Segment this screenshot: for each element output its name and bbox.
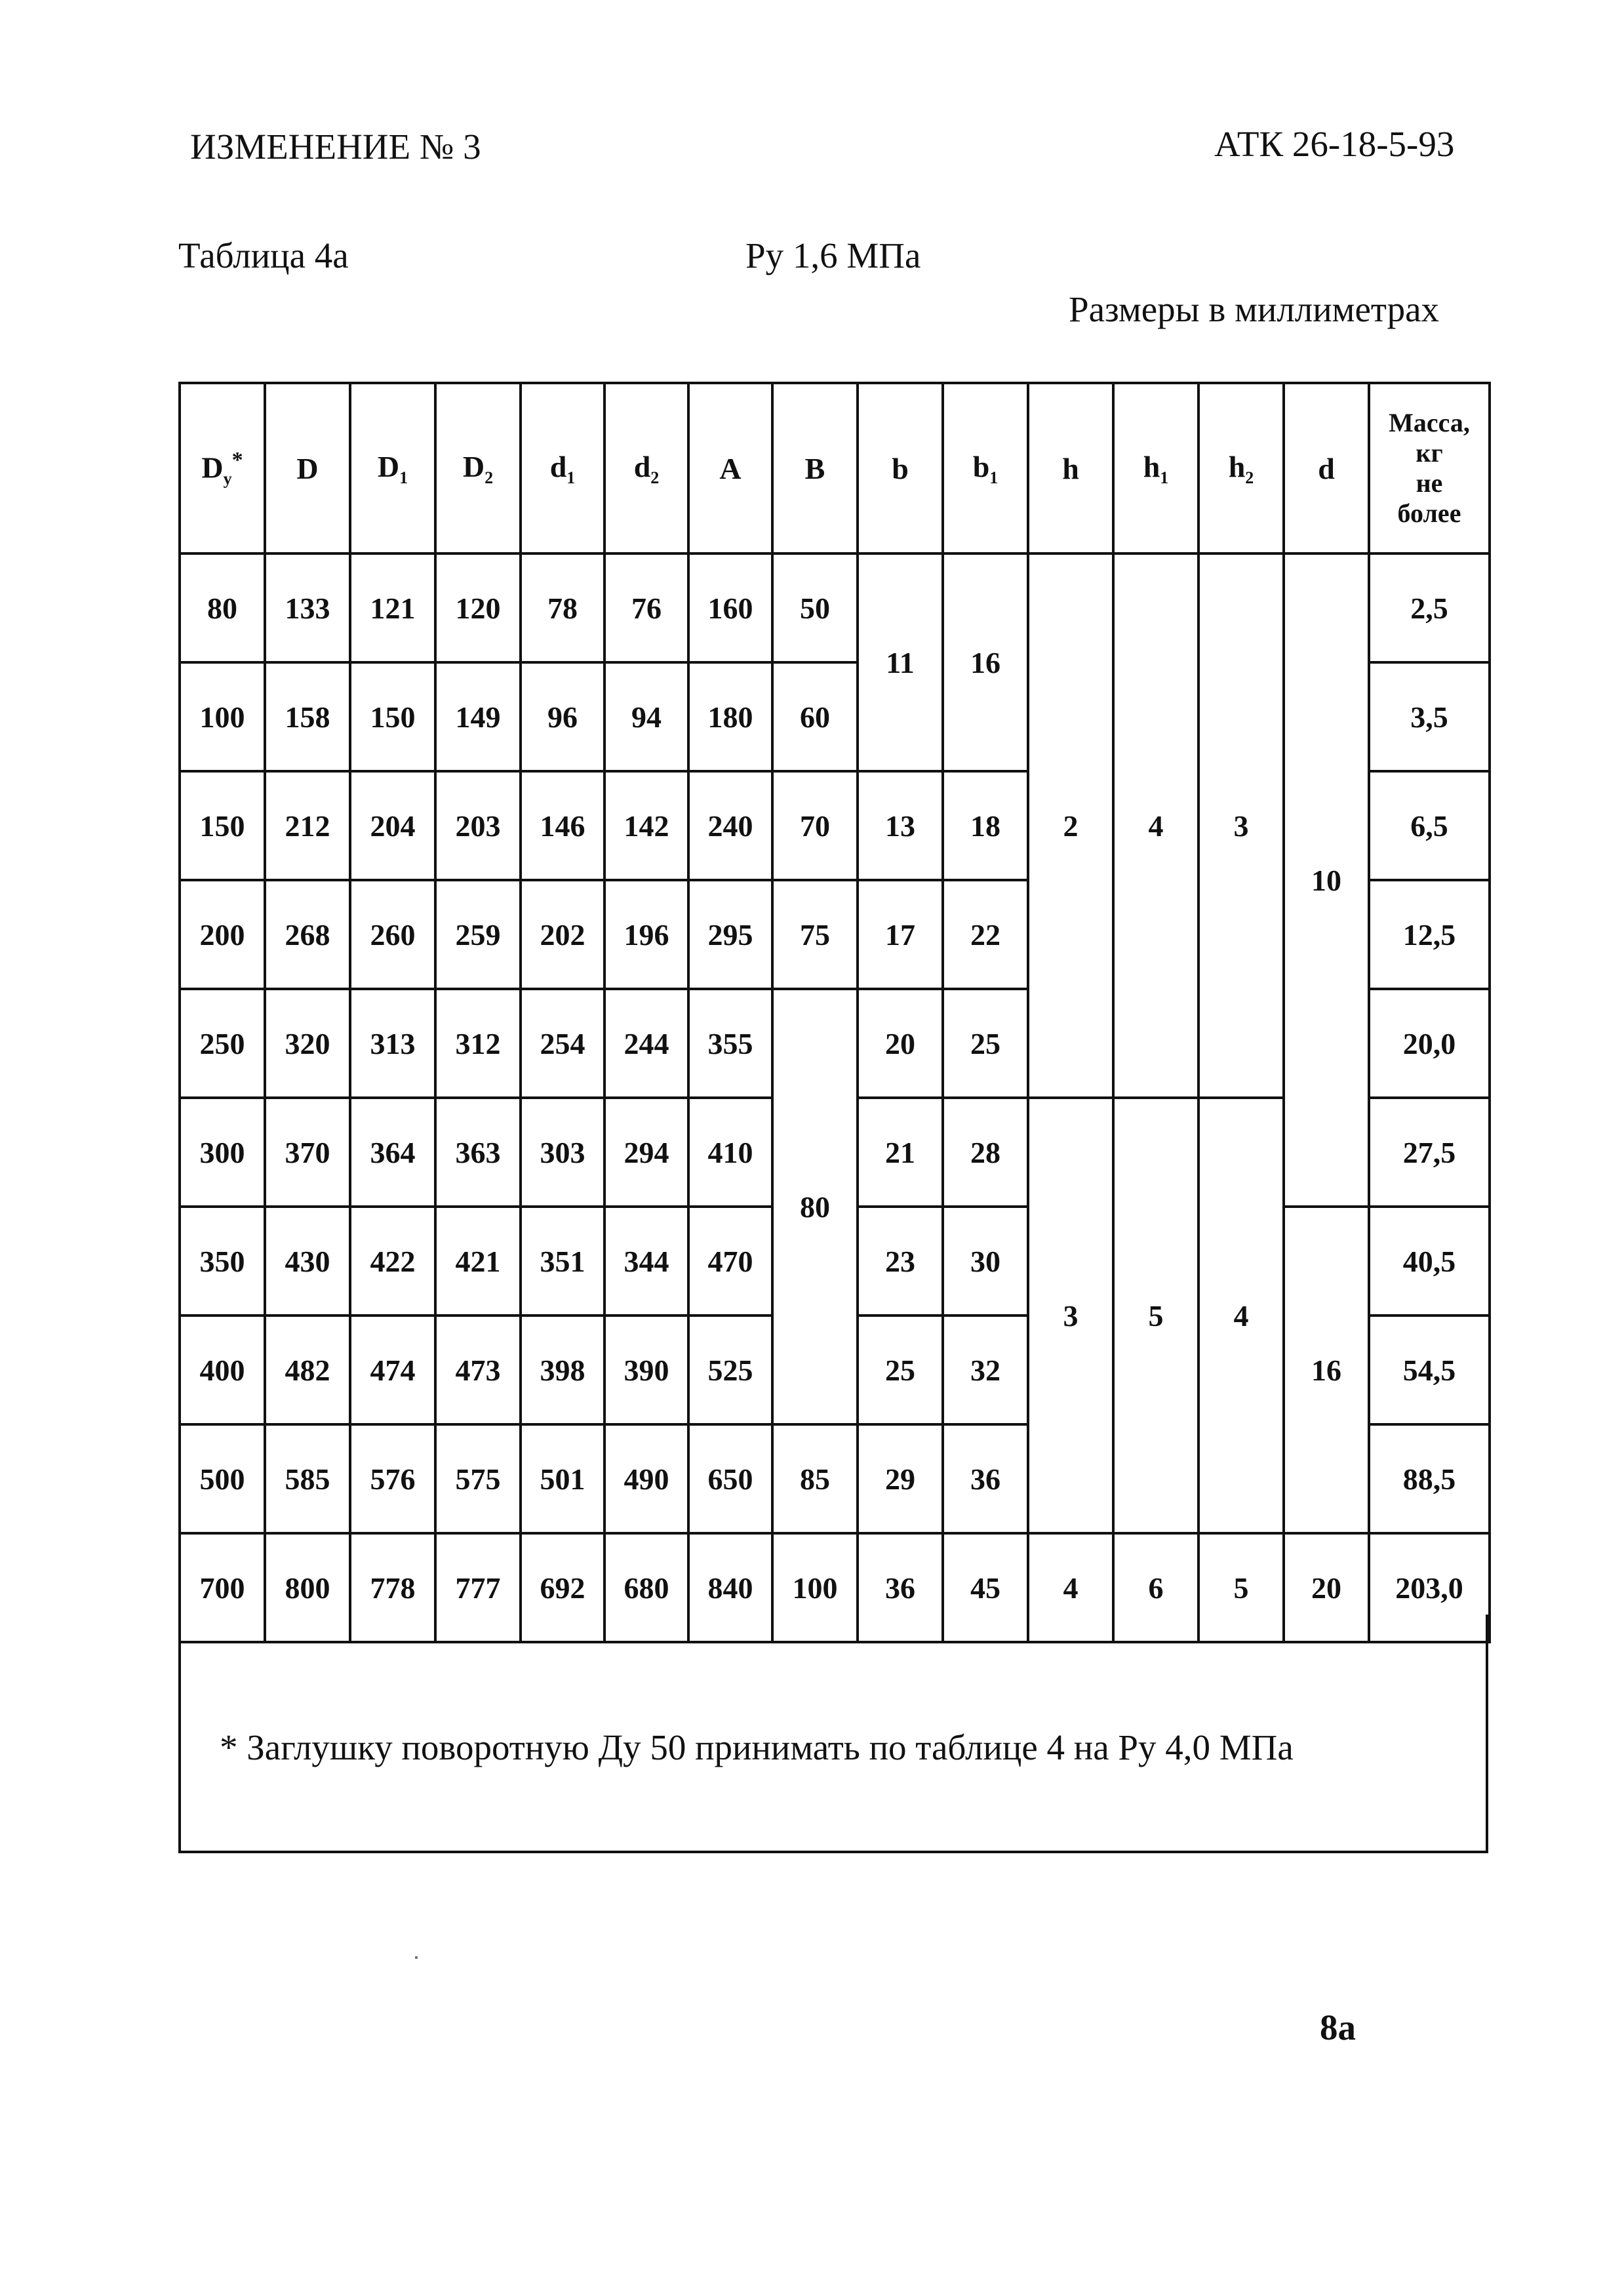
cell-b1-merged: 16 xyxy=(943,553,1028,771)
cell-A: 650 xyxy=(688,1424,772,1533)
cell-b1: 22 xyxy=(943,880,1028,989)
cell-d1: 501 xyxy=(521,1424,604,1533)
header-h: h xyxy=(1028,383,1113,553)
cell-h1-merged: 4 xyxy=(1113,553,1198,1098)
cell-D: 800 xyxy=(265,1533,350,1642)
cell-D: 585 xyxy=(265,1424,350,1533)
cell-b: 25 xyxy=(858,1316,943,1424)
header-row xyxy=(180,383,1490,553)
cell-d1: 96 xyxy=(521,662,604,771)
cell-mass: 12,5 xyxy=(1369,880,1490,989)
cell-mass: 3,5 xyxy=(1369,662,1490,771)
cell-A: 410 xyxy=(688,1098,772,1207)
cell-dy: 300 xyxy=(180,1098,265,1207)
cell-b1: 45 xyxy=(943,1533,1028,1642)
cell-b1: 25 xyxy=(943,989,1028,1098)
cell-d2: 94 xyxy=(604,662,688,771)
cell-b1: 18 xyxy=(943,771,1028,880)
cell-b1: 30 xyxy=(943,1207,1028,1316)
cell-D2: 777 xyxy=(435,1533,521,1642)
cell-b1: 32 xyxy=(943,1316,1028,1424)
cell-B: 70 xyxy=(772,771,858,880)
cell-A: 525 xyxy=(688,1316,772,1424)
cell-D2: 203 xyxy=(435,771,521,880)
cell-B-merged: 80 xyxy=(772,989,858,1424)
header-D1: $D_1$ xyxy=(350,383,435,553)
table-row xyxy=(180,553,1490,662)
pressure-label: Ру 1,6 МПа xyxy=(745,235,921,275)
cell-d1: 351 xyxy=(521,1207,604,1316)
cell-b: 13 xyxy=(858,771,943,880)
cell-h: 4 xyxy=(1028,1533,1113,1642)
cell-D: 430 xyxy=(265,1207,350,1316)
cell-d2: 490 xyxy=(604,1424,688,1533)
change-title xyxy=(190,126,481,167)
units-note: Размеры в миллиметрах xyxy=(1069,289,1439,329)
cell-b: 21 xyxy=(858,1098,943,1207)
cell-D2: 473 xyxy=(435,1316,521,1424)
cell-mass: 2,5 xyxy=(1369,553,1490,662)
cell-d-merged: 16 xyxy=(1284,1207,1369,1533)
header-d2: $d_2$ xyxy=(604,383,688,553)
cell-dy: 400 xyxy=(180,1316,265,1424)
cell-h1: 6 xyxy=(1113,1533,1198,1642)
cell-D2: 421 xyxy=(435,1207,521,1316)
cell-mass: 203,0 xyxy=(1369,1533,1490,1642)
cell-B: 50 xyxy=(772,553,858,662)
header-B: B xyxy=(772,383,858,553)
cell-d1: 254 xyxy=(521,989,604,1098)
cell-h2: 5 xyxy=(1198,1533,1284,1642)
cell-mass: 6,5 xyxy=(1369,771,1490,880)
document-code: АТК 26-18-5-93 xyxy=(1214,124,1455,164)
cell-b1: 36 xyxy=(943,1424,1028,1533)
cell-D2: 259 xyxy=(435,880,521,989)
cell-D2: 575 xyxy=(435,1424,521,1533)
cell-d2: 244 xyxy=(604,989,688,1098)
table-label: Таблица 4а xyxy=(178,235,349,275)
cell-A: 160 xyxy=(688,553,772,662)
cell-D2: 149 xyxy=(435,662,521,771)
cell-B: 100 xyxy=(772,1533,858,1642)
cell-A: 295 xyxy=(688,880,772,989)
cell-d1: 692 xyxy=(521,1533,604,1642)
cell-D1: 576 xyxy=(350,1424,435,1533)
cell-D2: 312 xyxy=(435,989,521,1098)
cell-A: 470 xyxy=(688,1207,772,1316)
cell-A: 840 xyxy=(688,1533,772,1642)
cell-mass: 88,5 xyxy=(1369,1424,1490,1533)
cell-d-merged: 10 xyxy=(1284,553,1369,1207)
cell-D2: 120 xyxy=(435,553,521,662)
cell-D1: 422 xyxy=(350,1207,435,1316)
cell-D1: 150 xyxy=(350,662,435,771)
cell-d2: 390 xyxy=(604,1316,688,1424)
cell-D: 212 xyxy=(265,771,350,880)
cell-b: 17 xyxy=(858,880,943,989)
cell-d2: 142 xyxy=(604,771,688,880)
cell-mass: 40,5 xyxy=(1369,1207,1490,1316)
header-A: A xyxy=(688,383,772,553)
cell-d2: 196 xyxy=(604,880,688,989)
cell-b1: 28 xyxy=(943,1098,1028,1207)
scan-speck xyxy=(415,1956,418,1959)
header-mass: Масса, кг не более xyxy=(1369,383,1490,553)
cell-B: 60 xyxy=(772,662,858,771)
cell-B: 85 xyxy=(772,1424,858,1533)
cell-D: 482 xyxy=(265,1316,350,1424)
dimensions-table xyxy=(178,382,1491,1643)
cell-d1: 78 xyxy=(521,553,604,662)
cell-d2: 680 xyxy=(604,1533,688,1642)
cell-D: 320 xyxy=(265,989,350,1098)
cell-D1: 474 xyxy=(350,1316,435,1424)
cell-d1: 303 xyxy=(521,1098,604,1207)
cell-dy: 80 xyxy=(180,553,265,662)
page-number: 8а xyxy=(1320,2007,1356,2047)
cell-dy: 250 xyxy=(180,989,265,1098)
header-h1: $h_1$ xyxy=(1113,383,1198,553)
cell-D1: 313 xyxy=(350,989,435,1098)
cell-dy: 350 xyxy=(180,1207,265,1316)
cell-h2-merged: 4 xyxy=(1198,1098,1284,1533)
header-b: b xyxy=(858,383,943,553)
cell-d1: 202 xyxy=(521,880,604,989)
cell-b: 23 xyxy=(858,1207,943,1316)
header-b1: $b_1$ xyxy=(943,383,1028,553)
cell-D: 370 xyxy=(265,1098,350,1207)
header-d: d xyxy=(1284,383,1369,553)
cell-dy: 100 xyxy=(180,662,265,771)
cell-h2-merged: 3 xyxy=(1198,553,1284,1098)
header-D: D xyxy=(265,383,350,553)
cell-h1-merged: 5 xyxy=(1113,1098,1198,1533)
cell-d2: 294 xyxy=(604,1098,688,1207)
cell-D1: 121 xyxy=(350,553,435,662)
cell-A: 180 xyxy=(688,662,772,771)
cell-d2: 76 xyxy=(604,553,688,662)
cell-D: 268 xyxy=(265,880,350,989)
cell-d2: 344 xyxy=(604,1207,688,1316)
cell-D2: 363 xyxy=(435,1098,521,1207)
header-h2: $h_2$ xyxy=(1198,383,1284,553)
change-label: ИЗМЕНЕНИЕ xyxy=(190,127,411,167)
cell-A: 355 xyxy=(688,989,772,1098)
cell-mass: 20,0 xyxy=(1369,989,1490,1098)
cell-d1: 146 xyxy=(521,771,604,880)
cell-D: 133 xyxy=(265,553,350,662)
cell-D1: 260 xyxy=(350,880,435,989)
cell-D1: 364 xyxy=(350,1098,435,1207)
cell-D1: 778 xyxy=(350,1533,435,1642)
cell-b: 29 xyxy=(858,1424,943,1533)
cell-dy: 500 xyxy=(180,1424,265,1533)
cell-A: 240 xyxy=(688,771,772,880)
cell-dy: 200 xyxy=(180,880,265,989)
cell-d: 20 xyxy=(1284,1533,1369,1642)
cell-mass: 54,5 xyxy=(1369,1316,1490,1424)
cell-D1: 204 xyxy=(350,771,435,880)
cell-dy: 150 xyxy=(180,771,265,880)
cell-h-merged: 3 xyxy=(1028,1098,1113,1533)
change-number: № 3 xyxy=(419,127,481,167)
cell-b: 20 xyxy=(858,989,943,1098)
cell-B: 75 xyxy=(772,880,858,989)
header-d1: $d_1$ xyxy=(521,383,604,553)
cell-mass: 27,5 xyxy=(1369,1098,1490,1207)
cell-d1: 398 xyxy=(521,1316,604,1424)
cell-dy: 700 xyxy=(180,1533,265,1642)
cell-b-merged: 11 xyxy=(858,553,943,771)
header-dy: $D_у^*$ xyxy=(180,383,265,553)
cell-b: 36 xyxy=(858,1533,943,1642)
cell-D: 158 xyxy=(265,662,350,771)
footnote: * Заглушку поворотную Ду 50 принимать по таблице 4 на Ру 4,0 МПа xyxy=(220,1727,1294,1767)
header-D2: $D_2$ xyxy=(435,383,521,553)
cell-h-merged: 2 xyxy=(1028,553,1113,1098)
